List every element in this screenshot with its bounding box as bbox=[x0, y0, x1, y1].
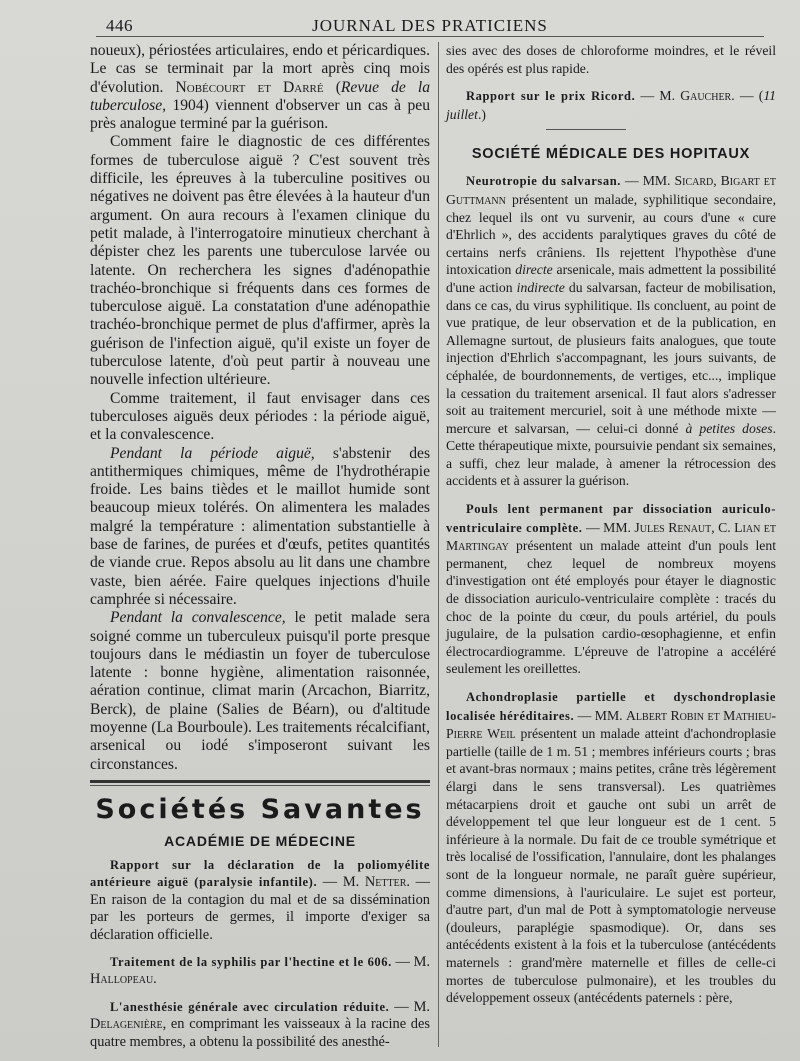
spacer bbox=[90, 944, 430, 954]
paragraph-convalescence bbox=[90, 609, 430, 774]
subsection-heading-societe-medicale: SOCIÉTÉ MÉDICALE DES HOPITAUX bbox=[471, 146, 751, 163]
italic-term: directe bbox=[515, 262, 553, 278]
paragraph-treatment: Comme traitement, il faut envisager dans ces tuberculoses aiguës deux périodes : la période aiguë, et la convalescence. bbox=[90, 389, 430, 444]
text-run: arsenicale, mais admettent la possibilité d'une action bbox=[446, 262, 776, 295]
entry-achondroplasie bbox=[446, 688, 776, 1007]
section-rule bbox=[90, 780, 430, 783]
text-run: .) bbox=[477, 106, 486, 122]
left-column bbox=[90, 42, 430, 1051]
entry-date: 11 juillet bbox=[446, 88, 776, 122]
italic-lead: Pendant la convalescence, bbox=[110, 609, 286, 627]
paragraph-anesthesie-continued: sies avec des doses de chloroforme moindres, et le réveil des opérés est plus rapide. bbox=[446, 43, 776, 76]
citation-title: Revue de la tuberculose, bbox=[90, 78, 431, 114]
author-name: Gaucher bbox=[680, 88, 732, 104]
entry-title: Neurotropie du salvarsan. bbox=[466, 174, 621, 189]
entry-title: Pouls lent permanent par dissociation auriculo-ventriculaire complète. bbox=[446, 502, 776, 535]
paragraph-acute-period bbox=[90, 445, 430, 610]
spacer bbox=[90, 989, 430, 999]
author-name: Delagenière bbox=[90, 1016, 163, 1033]
page-number: 446 bbox=[106, 16, 133, 35]
text-run: . — En raison de la contagion du mal et de sa dissémination par les porteurs de germes, il importe d'exiger sa déclaration officielle. bbox=[90, 874, 430, 943]
text-run: le petit malade sera soigné comme un tuberculeux puisqu'il porte presque toujours dans le médiastin un foyer de tuberculose latente : bonne hygiène, alimentation raisonnée, aération continue, climat marin (Arcachon, Biarritz, Berck), de plaine (Salies de Béarn), ou d'altitude moyenne (La Bourboule). Les traitements récalcifiant, arsenical ou iodé s'imposeront suivant les circonstances. bbox=[90, 609, 430, 773]
column-divider bbox=[438, 42, 439, 1047]
text-run: — M. bbox=[389, 998, 430, 1015]
text-run: ( bbox=[323, 78, 341, 96]
text-run: — MM. bbox=[620, 173, 675, 189]
text-run: 1904) viennent d'observer un cas à peu près analogue terminé par la guérison. bbox=[90, 96, 430, 133]
entry-pouls-lent bbox=[446, 500, 776, 678]
section-heading-societes-savantes: Sociétés Savantes bbox=[95, 793, 425, 825]
author-names: Nobécourt et Darré bbox=[175, 78, 324, 96]
text-run: présentent un malade atteint d'un pouls lent permanent, chez lequel de nombreux moyens d'investigation ont été employés pour étayer le diagnostic de dissociation auriculo-ventriculaire complète : tracés du choc de la pointe du cœur, du pouls artériel, du pouls jugulaire, de la pulsation cardio-œsophagienne, et enfin électrocardiogramme. L'épreuve de l'atropine a accéléré seulement les oreillettes. bbox=[446, 538, 776, 677]
author-names: Sicard, Bigart et Guttmann bbox=[446, 173, 776, 207]
author-name: Netter bbox=[364, 874, 407, 891]
text-run: — M. bbox=[391, 953, 430, 970]
entry-poliomyelite bbox=[90, 857, 430, 944]
spacer bbox=[446, 678, 776, 688]
italic-term: indirecte bbox=[516, 279, 565, 295]
spacer bbox=[446, 490, 776, 500]
entry-neurotropie bbox=[446, 172, 776, 490]
text-run: — M. bbox=[635, 88, 681, 104]
section-rule-thin bbox=[90, 785, 430, 786]
text-run: — MM. bbox=[582, 519, 635, 535]
short-rule bbox=[546, 129, 626, 130]
author-names: Albert Robin et Mathieu-Pierre Weil bbox=[446, 707, 777, 742]
entry-title: L'anesthésie générale avec circulation réduite. bbox=[110, 999, 390, 1014]
entry-title: Rapport sur le prix Ricord. bbox=[466, 89, 636, 104]
italic-lead: Pendant la période aiguë, bbox=[110, 444, 315, 462]
text-run: — MM. bbox=[574, 707, 627, 723]
text-run: . bbox=[153, 971, 157, 988]
entry-anesthesie bbox=[90, 999, 430, 1051]
text-run: du salvarsan, facteur de mobilisation, dans ce cas, du virus syphilitique. Ils concluent, au point de vue pratique, de leur observation et de la publication, en Allemagne surtout, de plusieurs faits analogues, que toute injection d'Ehrlich s'accompagnant, les jours suivants, de céphalée, de bourdonnements, de vertiges, etc..., implique la cessation du traitement arsenical. Il faut alors s'adresser soit au traitement mercuriel, soit à une méthode mixte — mercure et salvarsan, — celui-ci donné bbox=[446, 279, 776, 436]
italic-term: à petites doses bbox=[685, 420, 773, 436]
text-run: s'abstenir des antithermiques chimiques, même de l'hydrothérapie froide. Les bains tièdes et le maillot humide sont beaucoup mieux tolérés. On alimentera les malades malgré la température : alimentation substantielle à base de farines, de purées et d'œufs, petites quantités de viande crue. Repos absolu au lit dans une chambre vaste, bien aérée. Faire quelques injections d'huile camphrée si nécessaire. bbox=[90, 444, 431, 608]
subsection-heading-academie: ACADÉMIE DE MÉDECINE bbox=[164, 832, 356, 849]
entry-syphilis bbox=[90, 954, 430, 989]
text-run: présentent un malade, syphilitique secondaire, chez lequel ils ont vu survenir, au cours d'une « cure d'Ehrlich », des accidents paralytiques graves du côté de certains nerfs crâniens. Ils rejettent l'hypothèse d'une intoxication bbox=[446, 191, 776, 278]
paragraph-diagnosis: Comment faire le diagnostic de ces différentes formes de tuberculose aiguë ? C'est souvent très difficile, les épreuves à la tuberculine positives ou négatives ne doivent pas être élevées à la hauteur d'un argument. On aura recours à l'examen clinique du petit malade, à l'interrogatoire minutieux cherchant à dépister chez les parents une tuberculose larvée ou latente. On recherchera les signes d'adénopathie trachéo-bronchique si fréquents dans ces formes de tuberculose aiguë. La constatation d'une adénopathie trachéo-bronchique permet de plus d'affirmer, après la guérison de l'infection aiguë, qu'il existe un foyer de tuberculose latente, d'où peut partir à nouveau une nouvelle infection ultérieure. bbox=[90, 133, 430, 389]
author-names: Jules Renaut, C. Lian et Martingay bbox=[446, 519, 777, 554]
text-run: . Cette thérapeutique mixte, poursuivie pendant six semaines, a suffi, chez leur malade, à amener la rétrocession des accidents et à assurer la guérison. bbox=[446, 420, 776, 489]
entry-title: Traitement de la syphilis par l'hectine et le 606. bbox=[110, 954, 392, 969]
spacer bbox=[446, 77, 776, 87]
right-column bbox=[446, 42, 776, 1007]
text-run: — M. bbox=[317, 874, 365, 891]
entry-title: Rapport sur la déclaration de la poliomyélite antérieure aiguë (paralysie infantile). bbox=[90, 857, 430, 890]
paragraph-case-report bbox=[90, 42, 430, 133]
text-run: présentent un malade atteint d'achondroplasie partielle (taille de 1 m. 51 ; membres inférieurs courts ; bras et avant-bras normaux ; mains petites, crâne très légèrement élargi dans le sens transversal). Les quatrièmes métacarpiens droit et gauche ont subi un arrêt de développement tel que leur longueur est de 1 cent. 5 inférieure à la normale. Du fait de ce trouble symétrique et très localisé de l'ossification, l'annulaire, dont les phalanges sont de la longueur normale, ne paraît guère supérieur, comme dimensions, à l'auriculaire. Le sujet est porteur, d'autre part, d'un mal de Pott à symptomatologie nerveuse (douleurs, paraplégie spasmodique). Or, dans ses antécédents existent à la fois et la tuberculose (antécédents maternels : grand'mère maternelle et filles de celle-ci mortes de tuberculose pulmonaire), et les troubles du développement osseux (antécédents paternels : père, bbox=[446, 726, 777, 1006]
text-run: , en comprimant les vaisseaux à la racine des quatre membres, a obtenu la possibilité des anesthé- bbox=[90, 1016, 430, 1050]
text-run: noueux), périostées articulaires, endo et péricardiques. Le cas se terminait par la mort après cinq mois d'évolution. bbox=[90, 42, 430, 96]
page-header bbox=[96, 12, 764, 37]
text-run: . — ( bbox=[731, 88, 764, 104]
entry-prix-ricord bbox=[446, 87, 776, 123]
journal-title: JOURNAL DES PRATICIENS bbox=[312, 16, 548, 35]
entry-title: Achondroplasie partielle et dyschondroplasie localisée héréditaires. bbox=[446, 690, 776, 723]
author-name: Hallopeau bbox=[90, 971, 154, 988]
